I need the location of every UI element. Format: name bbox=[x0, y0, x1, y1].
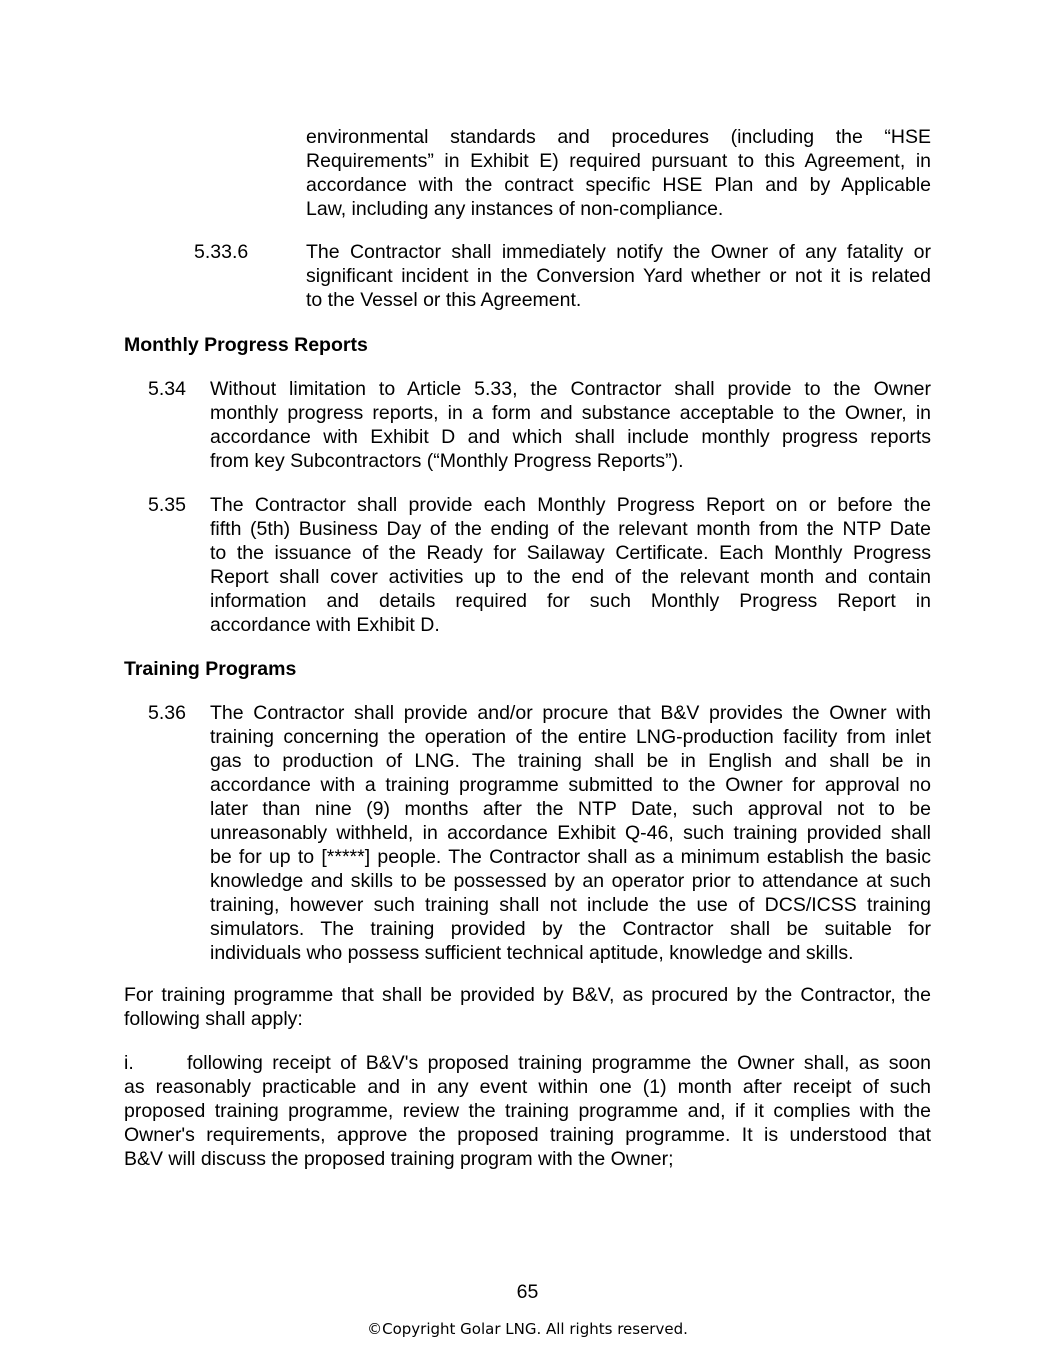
text-line: unreasonably withheld, in accordance Exhibit Q-46, such training provided shall bbox=[210, 822, 931, 844]
list-marker-i: i. bbox=[124, 1052, 134, 1074]
text-line: simulators. The training provided by the Contractor shall be suitable for bbox=[210, 918, 931, 940]
clause-5-35-text bbox=[210, 493, 931, 637]
text-line: monthly progress reports, in a form and substance acceptable to the Owner, in bbox=[210, 402, 931, 424]
text-line: be for up to [*****] people. The Contractor shall as a minimum establish the basic bbox=[210, 846, 931, 868]
text-line: to the Vessel or this Agreement. bbox=[306, 289, 582, 311]
text-line: gas to production of LNG. The training shall be in English and shall be in bbox=[210, 750, 931, 772]
text-line: The Contractor shall provide and/or procure that B&V provides the Owner with bbox=[210, 702, 931, 724]
text-line: proposed training programme, review the training programme and, if it complies with the bbox=[124, 1100, 931, 1122]
clause-number-5-36: 5.36 bbox=[148, 702, 186, 724]
section-heading-monthly-progress-reports: Monthly Progress Reports bbox=[124, 334, 368, 356]
text-line: individuals who possess sufficient technical aptitude, knowledge and skills. bbox=[210, 942, 854, 964]
clause-5-34-text bbox=[210, 377, 931, 473]
text-line: later than nine (9) months after the NTP Date, such approval not to be bbox=[210, 798, 931, 820]
clause-number-5-33-6: 5.33.6 bbox=[194, 241, 249, 263]
text-line: The Contractor shall provide each Monthly Progress Report on or before the bbox=[210, 494, 931, 516]
bv-training-paragraph bbox=[124, 983, 931, 1031]
text-line: Without limitation to Article 5.33, the Contractor shall provide to the Owner bbox=[210, 378, 931, 400]
text-line: Law, including any instances of non-compliance. bbox=[306, 198, 724, 220]
text-line: knowledge and skills to be possessed by an operator prior to attendance at such bbox=[210, 870, 931, 892]
text-line: accordance with a training programme submitted to the Owner for approval no bbox=[210, 774, 931, 796]
page-number: 65 bbox=[516, 1281, 539, 1303]
text-line: information and details required for such Monthly Progress Report in bbox=[210, 590, 931, 612]
text-line: fifth (5th) Business Day of the ending of the relevant month from the NTP Date bbox=[210, 518, 931, 540]
clause-5-36-text bbox=[210, 701, 931, 965]
text-line: following receipt of B&V's proposed training programme the Owner shall, as soon bbox=[187, 1052, 931, 1074]
text-line: accordance with the contract specific HSE Plan and by Applicable bbox=[306, 174, 931, 196]
text-line: Owner's requirements, approve the proposed training programme. It is understood that bbox=[124, 1124, 931, 1146]
text-line: to the issuance of the Ready for Sailaway Certificate. Each Monthly Progress bbox=[210, 542, 931, 564]
item-i-first-line bbox=[187, 1051, 931, 1075]
clause-5-33-6-text bbox=[306, 240, 931, 312]
text-line: environmental standards and procedures (including the “HSE bbox=[306, 126, 931, 148]
text-line: Report shall cover activities up to the end of the relevant month and contain bbox=[210, 566, 931, 588]
text-line: significant incident in the Conversion Yard whether or not it is related bbox=[306, 265, 931, 287]
text-line: accordance with Exhibit D and which shall include monthly progress reports bbox=[210, 426, 931, 448]
text-line: For training programme that shall be provided by B&V, as procured by the Contractor, the bbox=[124, 984, 931, 1006]
text-line: The Contractor shall immediately notify the Owner of any fatality or bbox=[306, 241, 931, 263]
clause-number-5-34: 5.34 bbox=[148, 378, 186, 400]
section-heading-training-programs: Training Programs bbox=[124, 658, 297, 680]
copyright-notice: ©Copyright Golar LNG. All rights reserved. bbox=[367, 1320, 688, 1338]
text-line: Requirements” in Exhibit E) required pursuant to this Agreement, in bbox=[306, 150, 931, 172]
text-line: training, however such training shall not include the use of DCS/ICSS training bbox=[210, 894, 931, 916]
text-line: as reasonably practicable and in any event within one (1) month after receipt of such bbox=[124, 1076, 931, 1098]
text-line: training concerning the operation of the entire LNG-production facility from inlet bbox=[210, 726, 931, 748]
text-line: B&V will discuss the proposed training program with the Owner; bbox=[124, 1148, 674, 1170]
clause-number-5-35: 5.35 bbox=[148, 494, 186, 516]
text-line: accordance with Exhibit D. bbox=[210, 614, 440, 636]
item-i-text bbox=[124, 1075, 931, 1171]
text-line: following shall apply: bbox=[124, 1008, 303, 1030]
continuation-paragraph bbox=[306, 125, 931, 221]
text-line: from key Subcontractors (“Monthly Progress Reports”). bbox=[210, 450, 684, 472]
